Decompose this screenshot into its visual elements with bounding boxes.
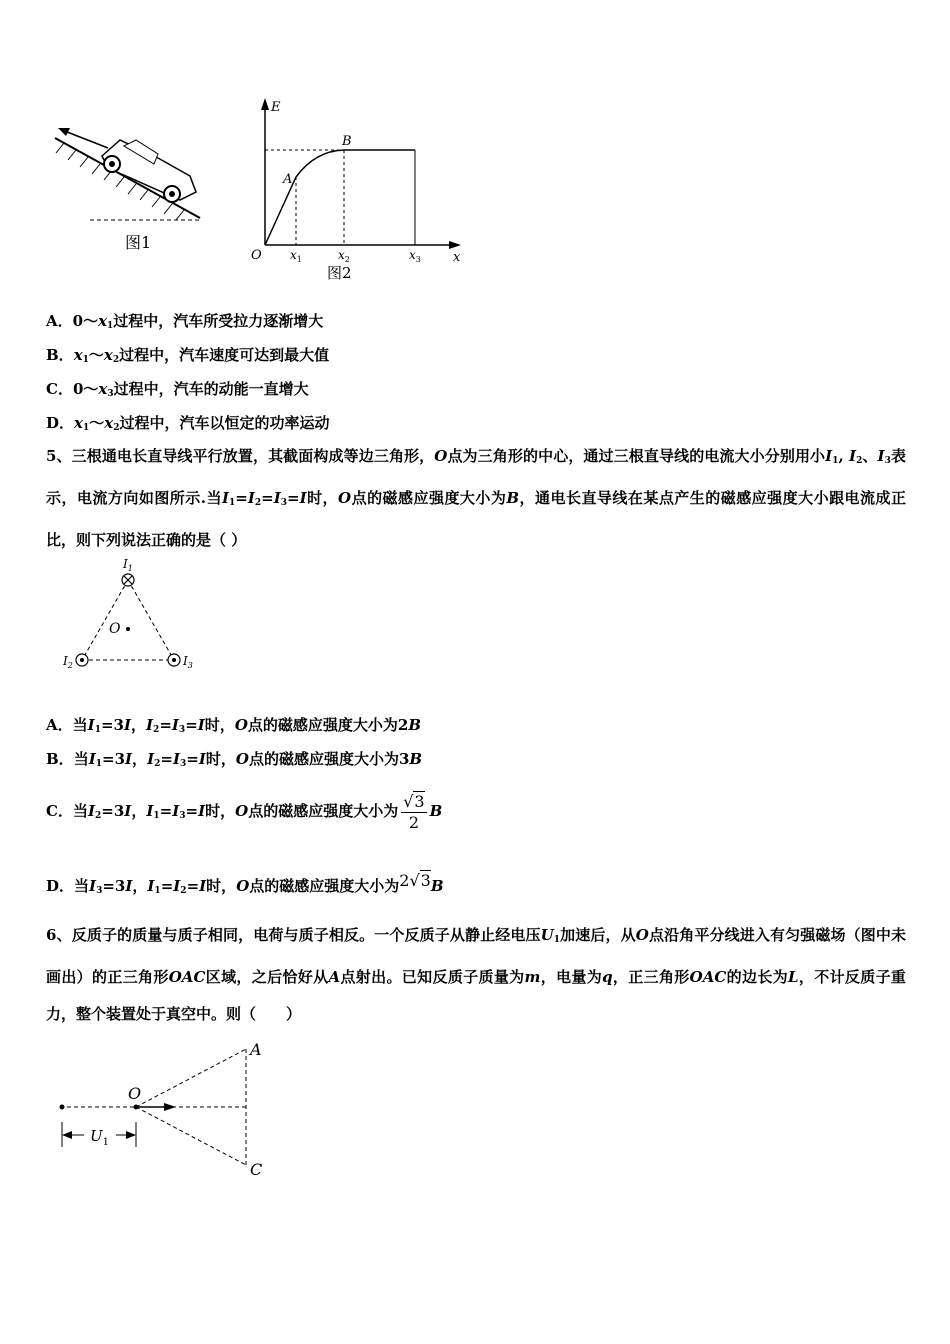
origin-label: O <box>251 248 262 263</box>
q6-figure-triangle-oac <box>50 1035 280 1185</box>
figure-1-car-on-slope <box>50 118 210 258</box>
q5-option-a[interactable]: A．当$I_1=3I$，$I_2=I_3=I$时，O点的磁感应强度大小为2B <box>46 716 422 735</box>
tick-label-x2: $x_2$ <box>338 248 350 264</box>
q4-option-d[interactable]: D．$x_1\sim x_2$过程中，汽车以恒定的功率运动 <box>46 414 330 433</box>
voltage-u1-label: $U_1$ <box>90 1127 110 1148</box>
point-o-label: O <box>128 1084 142 1103</box>
q5-option-d[interactable]: D．当$I_3=3I$，$I_1=I_2=I$时，O点的磁感应强度大小为2√3B <box>46 871 444 896</box>
figure-2-caption: 图2 <box>327 264 352 282</box>
wire-i2-label: $I_2$ <box>63 654 73 670</box>
q5-stem: 5、三根通电长直导线平行放置，其截面构成等边三角形，O点为三角形的中心，通过三根直导线的电流大小分别用小$I_1$, $I_2$、$I_3$表示，电流方向如图所示.当$I_1=I_2=I_3=I$时，O点的磁感应强度大小为B，通电长直导线在某点产生的磁感应强度大小跟电流成正比，则下列说法正确的是（ ） <box>46 447 906 549</box>
q5-option-c[interactable]: C．当$I_2=3I$，$I_1=I_3=I$时，O点的磁感应强度大小为 $\frac{√3}{2}$ B <box>46 791 443 832</box>
wire-i3-label: $I_3$ <box>183 654 193 670</box>
fraction-sqrt3-over-2: $\frac{√3}{2}$ <box>403 791 425 832</box>
tick-label-x1: $x_1$ <box>290 248 302 264</box>
point-a-label: A <box>283 172 293 187</box>
q4-option-b[interactable]: B．$x_1\sim x_2$过程中，汽车速度可达到最大值 <box>46 346 330 365</box>
q5-option-b[interactable]: B．当$I_1=3I$，$I_2=I_3=I$时，O点的磁感应强度大小为3B <box>46 750 423 769</box>
figure-2-energy-graph <box>245 95 470 285</box>
axis-label-x: x <box>453 250 461 265</box>
q5-figure-triangle <box>55 553 205 678</box>
q4-option-c[interactable]: C．$0\sim x_3$过程中，汽车的动能一直增大 <box>46 380 309 399</box>
q4-option-a[interactable]: A．$0\sim x_1$过程中，汽车所受拉力逐渐增大 <box>46 312 324 331</box>
point-a-label: A <box>250 1040 262 1059</box>
center-o-label: O <box>109 621 121 637</box>
point-b-label: B <box>342 134 352 149</box>
wire-i1-label: $I_1$ <box>123 557 133 573</box>
point-c-label: C <box>250 1160 263 1179</box>
tick-label-x3: $x_3$ <box>409 248 421 264</box>
q6-stem: 6、反质子的质量与质子相同，电荷与质子相反。一个反质子从静止经电压$U_1$加速后，从O点沿角平分线进入有匀强磁场（图中未画出）的正三角形OAC区域，之后恰好从A点射出。已知反质子质量为m，电量为q，正三角形OAC的边长为L，不计反质子重力，整个装置处于真空中。则（ ） <box>46 926 906 1023</box>
figure-1-caption: 图1 <box>125 233 152 252</box>
axis-label-e: E <box>271 100 281 115</box>
two-root-three: 2√3 <box>399 871 431 890</box>
